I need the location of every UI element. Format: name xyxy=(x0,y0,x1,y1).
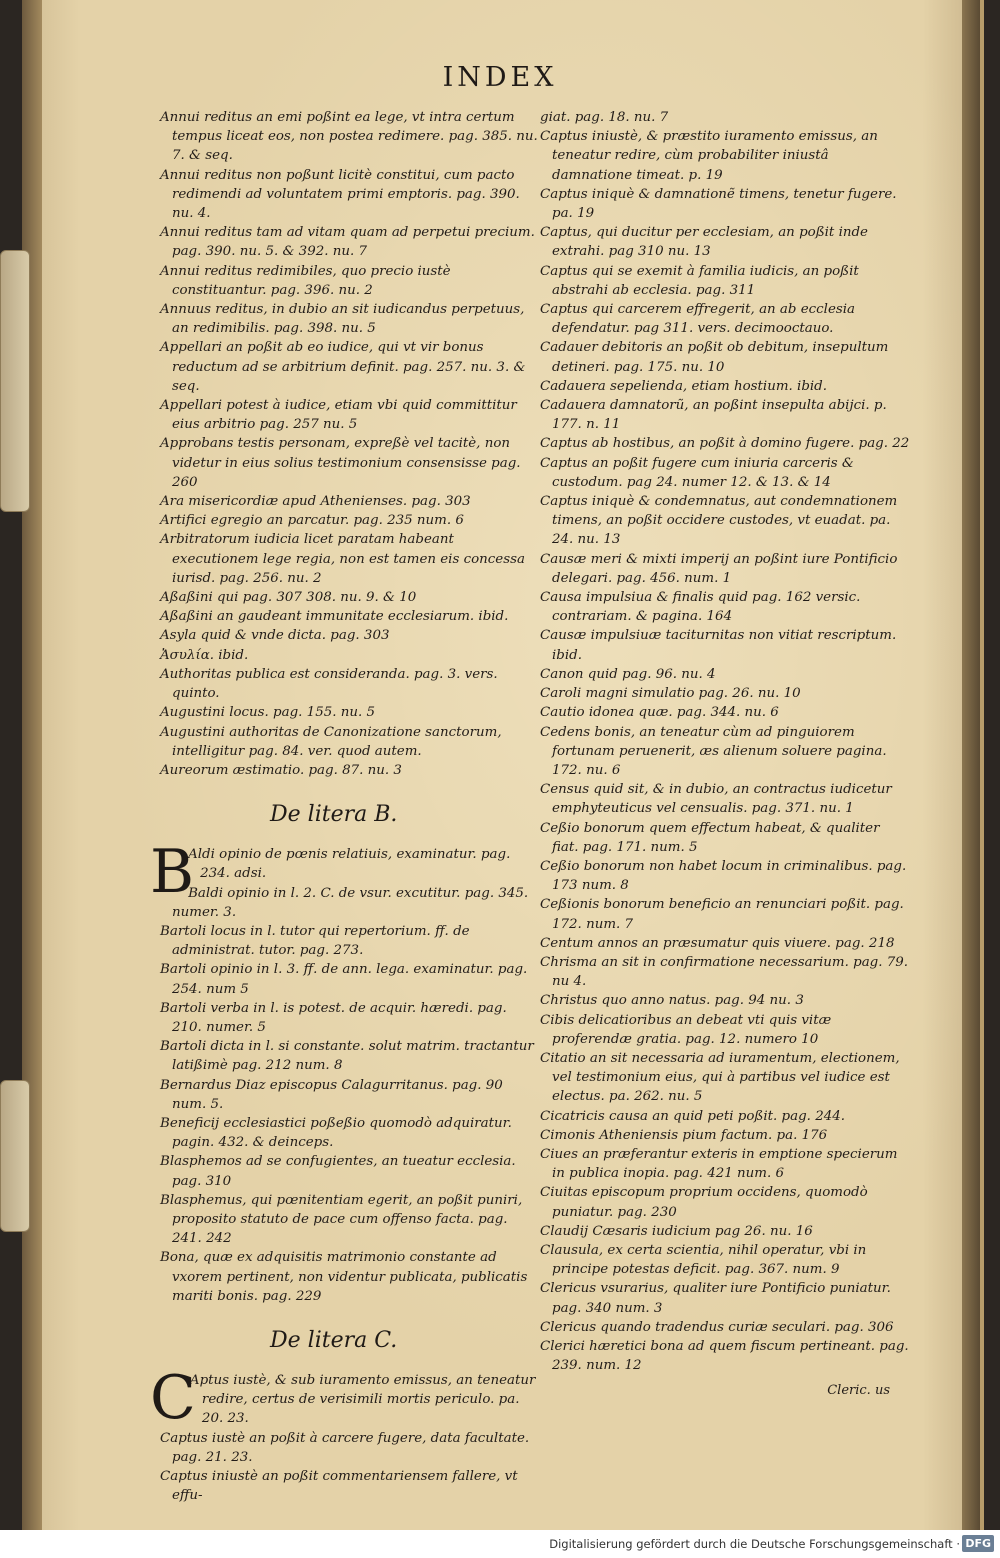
index-entry: Chrisma an sit in confirmatione necessarium. pag. 79. nu 4. xyxy=(540,954,909,990)
index-entry: Bartoli dicta in l. si constante. solut matrim. tractantur latißimè pag. 212 num. 8 xyxy=(160,1039,534,1074)
index-entry: Annuus reditus, in dubio an sit iudicandus perpetuus, an redimibilis. pag. 398. nu. 5 xyxy=(160,302,525,337)
footer-bar xyxy=(0,1530,1000,1558)
index-entry: Bartoli opinio in l. 3. ff. de ann. lega. examinatur. pag. 254. num 5 xyxy=(160,962,528,997)
entries-c-block xyxy=(150,1362,540,1505)
index-entry: Annui reditus tam ad vitam quam ad perpetui precium. pag. 390. nu. 5. & 392. nu. 7 xyxy=(160,225,535,260)
index-entry: Annui reditus an emi poßint ea lege, vt intra certum tempus liceat eos, non postea redimere. pag. 385. nu. 7. & seq. xyxy=(160,110,538,164)
index-entry: Cautio idonea quæ. pag. 344. nu. 6 xyxy=(540,705,779,721)
index-entry: Causæ impulsiuæ taciturnitas non vitiat rescriptum. ibid. xyxy=(540,628,897,663)
index-entry: Citatio an sit necessaria ad iuramentum, electionem, vel testimonium eius, qui à partibus vel iudice est electus. pa. 262. nu. 5 xyxy=(540,1050,900,1105)
index-entry: Cicatricis causa an quid peti poßit. pag. 244. xyxy=(540,1108,846,1124)
funding-notice: Digitalisierung gefördert durch die Deutsche Forschungsgemeinschaft · xyxy=(549,1537,960,1551)
index-entry: Artifici egregio an parcatur. pag. 235 num. 6 xyxy=(160,513,464,529)
section-heading-b: De litera B. xyxy=(270,802,398,828)
index-entry: Augustini authoritas de Canonizatione sanctorum, intelligitur pag. 84. ver. quod autem. xyxy=(160,724,502,759)
binding-edge xyxy=(22,0,42,1530)
index-entry: Annui reditus non poßunt licitè constitui, cum pacto redimendi ad voluntatem primi emptoris. pag. 390. nu. 4. xyxy=(160,167,520,222)
index-entry: Canon quid pag. 96. nu. 4 xyxy=(540,666,716,682)
index-entry: Captus iniquè & damnationẽ timens, tenetur fugere. pa. 19 xyxy=(540,186,897,222)
index-entry: Captus, qui ducitur per ecclesiam, an poßit inde extrahi. pag 310 nu. 13 xyxy=(540,225,868,260)
index-entry: Clericus vsurarius, qualiter iure Pontificio puniatur. pag. 340 num. 3 xyxy=(540,1281,891,1316)
index-entry: Aßaßini qui pag. 307 308. nu. 9. & 10 xyxy=(160,590,417,606)
index-entry: Aptus iustè, & sub iuramento emissus, an teneatur redire, certus de verisimili mortis periculo. pa. 20. 23. xyxy=(189,1372,536,1427)
entries-c-list xyxy=(160,1371,540,1505)
index-entry: Caroli magni simulatio pag. 26. nu. 10 xyxy=(540,686,801,702)
index-entry: Blasphemus, qui pœnitentiam egerit, an poßit puniri, proposito statuto de pace cum offenso facta. pag. 241. 242 xyxy=(160,1192,523,1247)
section-heading-c: De litera C. xyxy=(270,1327,398,1353)
index-entry: Cedens bonis, an teneatur cùm ad pinguiorem fortunam peruenerit, æs alienum soluere pagina. 172. nu. 6 xyxy=(540,724,887,778)
index-entry: Captus an poßit fugere cum iniuria carceris & custodum. pag 24. numer 12. & 13. & 14 xyxy=(540,455,854,490)
index-entry: Captus ab hostibus, an poßit à domino fugere. pag. 22 xyxy=(540,436,910,452)
index-entry: Cibis delicatioribus an debeat vti quis vitæ proferendæ gratia. pag. 12. numero 10 xyxy=(540,1012,832,1047)
index-entry: Captus iniquè & condemnatus, aut condemnationem timens, an poßit occidere custodes, vt euadat. pa. 24. nu. 13 xyxy=(540,494,898,548)
index-entry: Arbitratorum iudicia licet paratam habeant executionem lege regia, non est tamen eis concessa iurisd. pag. 256. nu. 2 xyxy=(160,532,525,586)
index-entry: Approbans testis personam, expreßè vel tacitè, non videtur in eius solius testimonium consensisse pag. 260 xyxy=(160,436,521,490)
index-entry: Ciuitas episcopum proprium occidens, quomodò puniatur. pag. 230 xyxy=(540,1185,868,1220)
page-right-edge xyxy=(962,0,980,1530)
index-entry: Captus qui se exemit à familia iudicis, an poßit abstrahi ab ecclesia. pag. 311 xyxy=(540,263,859,298)
right-column xyxy=(540,108,910,1398)
index-entry: Augustini locus. pag. 155. nu. 5 xyxy=(160,705,376,721)
index-entry: Bartoli verba in l. is potest. de acquir. hæredi. pag. 210. numer. 5 xyxy=(160,1000,507,1035)
entries-b-list xyxy=(160,845,540,1306)
index-entry: giat. pag. 18. nu. 7 xyxy=(540,110,669,125)
dfg-logo: DFG xyxy=(962,1535,994,1552)
index-entry: Claudij Cæsaris iudicium pag 26. nu. 16 xyxy=(540,1223,813,1239)
index-entry: Authoritas publica est consideranda. pag. 3. vers. quinto. xyxy=(160,666,498,702)
index-entry: Ἀσυλία. ibid. xyxy=(160,647,249,663)
index-entry: Appellari potest à iudice, etiam vbi quid committitur eius arbitrio pag. 257 nu. 5 xyxy=(160,398,517,433)
index-entry: Blasphemos ad se confugientes, an tueatur ecclesia. pag. 310 xyxy=(160,1154,516,1189)
index-entry: Centum annos an præsumatur quis viuere. pag. 218 xyxy=(540,935,895,951)
index-entry: Ceßio bonorum non habet locum in criminalibus. pag. 173 num. 8 xyxy=(540,858,907,894)
index-entry: Captus iniustè, & præstito iuramento emissus, an teneatur redire, cùm probabiliter iniustâ damnatione timeat. p. 19 xyxy=(540,129,878,183)
entries-a-list xyxy=(160,108,540,780)
index-entry: Clerici hæretici bona ad quem fiscum pertineant. pag. 239. num. 12 xyxy=(540,1339,909,1374)
index-entry: Bartoli locus in l. tutor qui repertorium. ff. de administrat. tutor. pag. 273. xyxy=(160,923,470,959)
binding-clasp-lower xyxy=(0,1080,30,1232)
index-entry: Cadauera damnatorũ, an poßint insepulta abijci. p. 177. n. 11 xyxy=(540,398,887,433)
page-title: INDEX xyxy=(442,62,558,93)
catchword: Cleric. us xyxy=(827,1383,890,1399)
index-entry: Christus quo anno natus. pag. 94 nu. 3 xyxy=(540,993,804,1009)
left-column xyxy=(150,108,540,1505)
index-entry: Captus qui carcerem effregerit, an ab ecclesia defendatur. pag 311. vers. decimooctauo. xyxy=(540,302,856,337)
index-entry: Cadauer debitoris an poßit ob debitum, insepultum detineri. pag. 175. nu. 10 xyxy=(540,340,889,375)
index-entry: Cadauera sepelienda, etiam hostium. ibid. xyxy=(540,378,827,394)
index-entry: Annui reditus redimibiles, quo precio iustè constituantur. pag. 396. nu. 2 xyxy=(160,263,451,298)
index-entry: Clausula, ex certa scientia, nihil operatur, vbi in principe potestas deficit. pag. 367. num. 9 xyxy=(540,1242,867,1278)
index-entry: Captus iustè an poßit à carcere fugere, data facultate. pag. 21. 23. xyxy=(160,1430,530,1465)
drop-cap-b: B xyxy=(150,837,195,908)
index-entry: Clericus quando tradendus curiæ seculari. pag. 306 xyxy=(540,1319,894,1335)
index-entry: Ara misericordiæ apud Athenienses. pag. 303 xyxy=(160,494,471,510)
index-entry: Cimonis Atheniensis pium factum. pa. 176 xyxy=(540,1127,828,1143)
index-entry: Ciues an præferantur exteris in emptione specierum in publica inopia. pag. 421 num. 6 xyxy=(540,1146,898,1182)
index-entry: Causa impulsiua & finalis quid pag. 162 versic. contrariam. & pagina. 164 xyxy=(540,590,861,625)
index-entry: Bernardus Diaz episcopus Calagurritanus. pag. 90 num. 5. xyxy=(160,1077,503,1112)
index-entry: Appellari an poßit ab eo iudice, qui vt vir bonus reductum ad se arbitrium definit. pag. 257. nu. 3. & seq. xyxy=(160,340,526,394)
index-entry: Captus iniustè an poßit commentariensem fallere, vt effu- xyxy=(160,1469,518,1504)
index-entry: Causæ meri & mixti imperij an poßint iure Pontificio delegari. pag. 456. num. 1 xyxy=(540,551,898,586)
index-entry: Asyla quid & vnde dicta. pag. 303 xyxy=(160,628,390,644)
binding-clasp-upper xyxy=(0,250,30,512)
index-entry: Bona, quæ ex adquisitis matrimonio constante ad vxorem pertinent, non videntur publicata, publicatis mariti bonis. pag. 229 xyxy=(160,1250,528,1304)
index-entry: Ceßio bonorum quem effectum habeat, & qualiter fiat. pag. 171. num. 5 xyxy=(540,820,880,855)
index-entry: Baldi opinio in l. 2. C. de vsur. excutitur. pag. 345. numer. 3. xyxy=(172,885,529,920)
index-entry: Aßaßini an gaudeant immunitate ecclesiarum. ibid. xyxy=(160,609,509,625)
index-entry: Beneficij ecclesiastici poßeßio quomodò adquiratur. pagin. 432. & deinceps. xyxy=(160,1115,512,1151)
index-entry: Aldi opinio de pœnis relatiuis, examinatur. pag. 234. adsi. xyxy=(188,847,511,882)
index-entry: Ceßionis bonorum beneficio an renunciari poßit. pag. 172. num. 7 xyxy=(540,897,904,932)
entries-b-block xyxy=(150,837,540,1306)
index-entry: Aureorum æstimatio. pag. 87. nu. 3 xyxy=(160,762,402,778)
index-entry: Census quid sit, & in dubio, an contractus iudicetur emphyteuticus vel censualis. pag. 371. nu. 1 xyxy=(540,782,892,817)
drop-cap-c: C xyxy=(150,1362,196,1433)
entries-c-continued-list xyxy=(540,108,910,1375)
